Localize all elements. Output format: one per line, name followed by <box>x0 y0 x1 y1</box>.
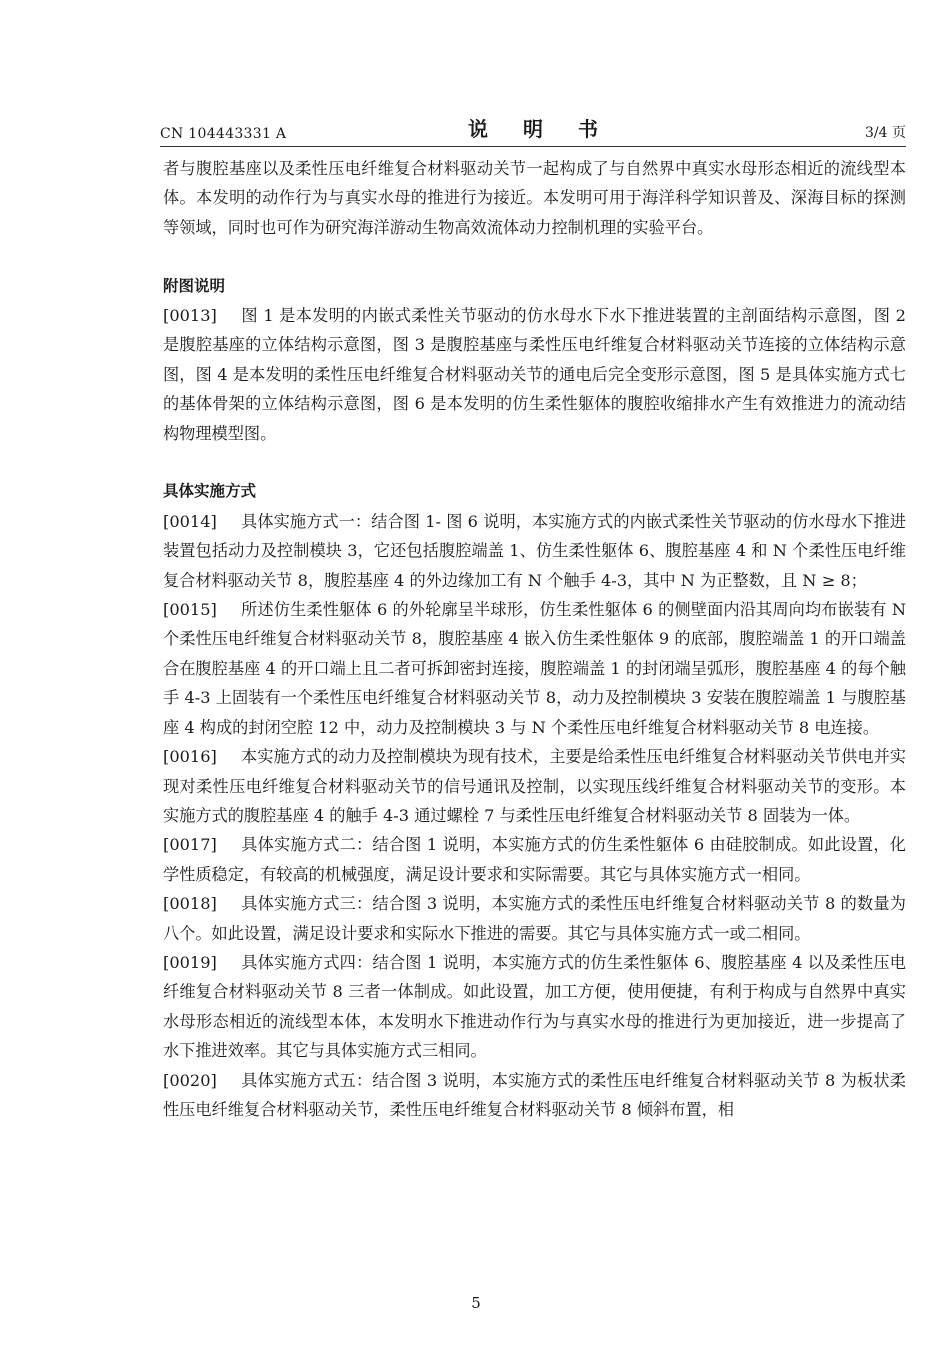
page-number: 5 <box>471 1294 481 1312</box>
paragraph-number: [0014] <box>163 511 217 531</box>
paragraph-text: 图 1 是本发明的内嵌式柔性关节驱动的仿水母水下水下推进装置的主剖面结构示意图，图 2 是腹腔基座的立体结构示意图，图 3 是腹腔基座与柔性压电纤维复合材料驱动关节连接的立体结构示意图，图 4 是本发明的柔性压电纤维复合材料驱动关节的通电后完全变形示意图，图 5 是具体实施方式七的基体骨架的立体结构示意图，图 6 是本发明的仿生柔性躯体的腹腔收缩排水产生有效推进力的流动结构物理模型图。 <box>163 306 906 443</box>
page-header <box>160 112 906 142</box>
paragraph-number: [0018] <box>163 894 217 914</box>
paragraph-text: 本实施方式的动力及控制模块为现有技术，主要是给柔性压电纤维复合材料驱动关节供电并实现对柔性压电纤维复合材料驱动关节的信号通讯及控制，以实现压线纤维复合材料驱动关节的变形。本实施方式的腹腔基座 4 的触手 4-3 通过螺栓 7 与柔性压电纤维复合材料驱动关节 8 固装为一体。 <box>163 747 906 825</box>
patent-number: CN 104443331 A <box>160 126 287 142</box>
paragraph-0014 <box>163 507 906 595</box>
paragraph-0016 <box>163 742 906 830</box>
document-body <box>163 154 906 1124</box>
paragraph-0019 <box>163 948 906 1066</box>
paragraph-number: [0017] <box>163 835 217 855</box>
paragraph-number: [0016] <box>163 747 217 767</box>
paragraph-0015 <box>163 595 906 742</box>
paragraph-number: [0020] <box>163 1070 217 1090</box>
section-title-embodiments: 具体实施方式 <box>163 482 257 501</box>
spacer <box>163 448 906 477</box>
paragraph-text: 具体实施方式三：结合图 3 说明，本实施方式的柔性压电纤维复合材料驱动关节 8 的数量为八个。如此设置，满足设计要求和实际水下推进的需要。其它与具体实施方式一或二相同。 <box>163 894 906 943</box>
section-title-figures: 附图说明 <box>163 276 226 295</box>
header-rule <box>160 146 906 147</box>
paragraph-0018 <box>163 889 906 948</box>
paragraph-number: [0015] <box>163 600 217 620</box>
spacer <box>163 242 906 271</box>
intro-paragraph: 者与腹腔基座以及柔性压电纤维复合材料驱动关节一起构成了与自然界中真实水母形态相近的流线型本体。本发明的动作行为与真实水母的推进行为接近。本发明可用于海洋科学知识普及、深海目标的探测等领域，同时也可作为研究海洋游动生物高效流体动力控制机理的实验平台。 <box>163 159 906 237</box>
paragraph-text: 具体实施方式四：结合图 1 说明，本实施方式的仿生柔性躯体 6、腹腔基座 4 以及柔性压电纤维复合材料驱动关节 8 三者一体制成。如此设置，加工方便，使用便捷，有利于构成与自然界中真实水母形态相近的流线型本体，本发明水下推进动作行为与真实水母的推进行为更加接近，进一步提高了水下推进效率。其它与具体实施方式三相同。 <box>163 952 906 1061</box>
page-indicator: 3/4 页 <box>865 125 906 141</box>
paragraph-text: 具体实施方式一：结合图 1- 图 6 说明，本实施方式的内嵌式柔性关节驱动的仿水母水下推进装置包括动力及控制模块 3，它还包括腹腔端盖 1、仿生柔性躯体 6、腹腔基座 4 和 N 个柔性压电纤维复合材料驱动关节 8，腹腔基座 4 的外边缘加工有 N 个触手 4-3，其中 N 为正整数，且 N ≥ 8； <box>163 511 906 590</box>
paragraph-0013 <box>163 301 906 448</box>
paragraph-text: 具体实施方式二：结合图 1 说明，本实施方式的仿生柔性躯体 6 由硅胶制成。如此设置，化学性质稳定，有较高的机械强度，满足设计要求和实际需要。其它与具体实施方式一相同。 <box>163 835 906 884</box>
paragraph-0017 <box>163 830 906 889</box>
paragraph-text: 具体实施方式五：结合图 3 说明，本实施方式的柔性压电纤维复合材料驱动关节 8 为板状柔性压电纤维复合材料驱动关节，柔性压电纤维复合材料驱动关节 8 倾斜布置，相 <box>163 1070 906 1119</box>
paragraph-0020 <box>163 1066 906 1125</box>
paragraph-text: 所述仿生柔性躯体 6 的外轮廓呈半球形，仿生柔性躯体 6 的侧壁面内沿其周向均布嵌装有 N 个柔性压电纤维复合材料驱动关节 8，腹腔基座 4 嵌入仿生柔性躯体 9 的底部，腹腔端盖 1 的开口端盖合在腹腔基座 4 的开口端上且二者可拆卸密封连接，腹腔端盖 1 的封闭端呈弧形，腹腔基座 4 的每个触手 4-3 上固装有一个柔性压电纤维复合材料驱动关节 8，动力及控制模块 3 安装在腹腔端盖 1 与腹腔基座 4 构成的封闭空腔 12 中，动力及控制模块 3 与 N 个柔性压电纤维复合材料驱动关节 8 电连接。 <box>163 600 906 737</box>
document-title: 说 明 书 <box>468 117 612 141</box>
paragraph-number: [0013] <box>163 306 217 326</box>
paragraph-number: [0019] <box>163 952 217 972</box>
